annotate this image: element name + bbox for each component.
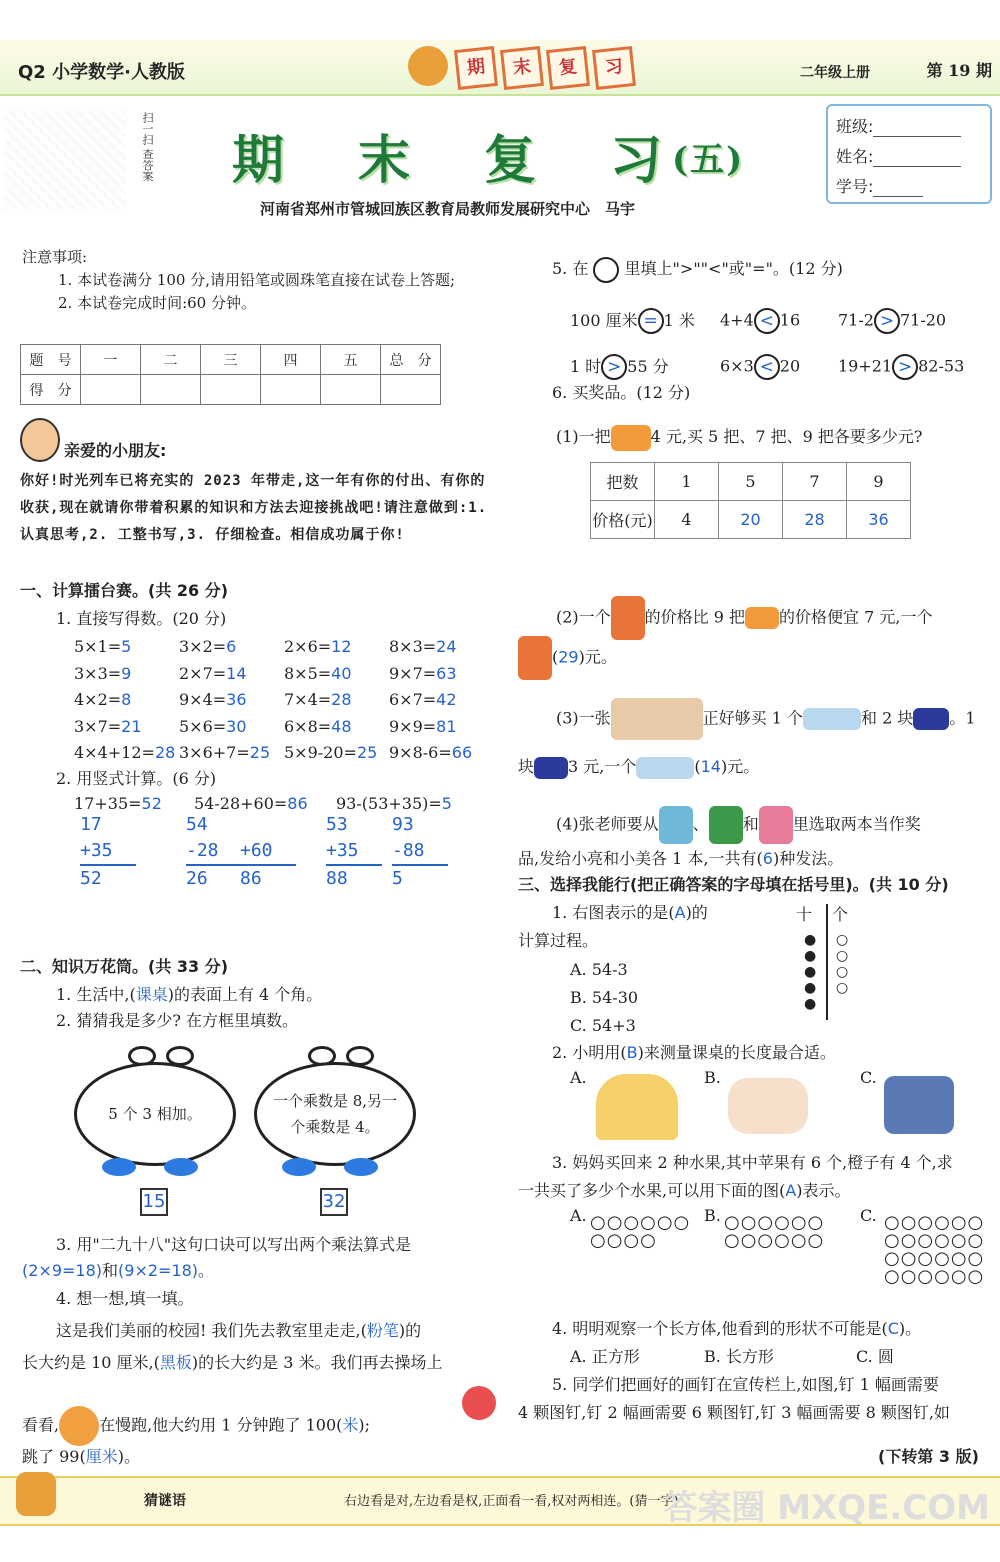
compare-answer[interactable]: = [638,308,664,334]
score-label: 得 分 [21,375,81,405]
vcalc-expr-2: 54-28+60=86 [194,794,308,813]
header-tile: 期 [454,46,498,90]
calc-item: 3×6+7=25 [179,743,271,762]
answer: 25 [356,743,378,762]
r6-q3: (3)一张 正好够买 1 个 和 2 块 。1 [556,698,996,740]
watermark: 答案圈 MXQE.COM [663,1488,990,1528]
s2-q4: 4. 想一想,填一填。 [56,1289,194,1308]
circles-option-c-icon: ○○○○○○ ○○○○○○ ○○○○○○ ○○○○○○ [884,1212,985,1287]
name-label: 姓名: [836,147,874,166]
calc-item: 9×7=63 [389,663,457,683]
riddle-label: 猜谜语 [144,1493,186,1509]
r5-title: 5. 在 里填上">""<"或"="。(12 分) [552,256,843,283]
scissors-icon [745,607,779,629]
calc-item: 6×7=42 [389,690,457,709]
option-label: B. [704,1206,721,1225]
compare-answer[interactable]: > [892,354,918,380]
compare-item: 100 厘米 = 1 米 [570,308,720,335]
answer: 24 [436,637,457,656]
option-label: C. [860,1206,877,1225]
score-cell[interactable] [261,375,321,405]
score-header: 三 [201,345,261,375]
eraser-icon [913,708,949,730]
pencil-case-icon [803,708,861,730]
compare-circle-icon [593,257,619,283]
title-char: 复 [484,130,539,191]
answer: 40 [331,663,352,683]
r6-q2-answer: (29)元。 [518,636,617,680]
answer: 66 [451,743,473,762]
eraser-icon [534,757,568,779]
answer: C [887,1319,899,1338]
calc-item: 9×9=81 [389,716,457,736]
calc-item: 3×3=9 [74,663,132,683]
section-3-title: 三、选择我能行(把正确答案的字母填在括号里)。(共 10 分) [518,875,949,894]
answer-box[interactable]: 32 [320,1188,348,1216]
calc-item: 8×3=24 [389,637,457,656]
answer: 黑板 [159,1353,192,1372]
answer: 28 [154,743,176,762]
pencil-case-icon [636,757,694,779]
calc-item: 9×8-6=66 [389,743,473,762]
score-header: 题 号 [21,345,81,375]
qr-code[interactable] [4,110,126,210]
continue-note: (下转第 3 版) [878,1447,979,1466]
calc-item: 4×4+12=28 [74,743,176,762]
s3-q3-cont: 一共买了多少个水果,可以用下面的图(A)表示。 [518,1181,851,1200]
title-char: 末 [358,130,413,191]
s3-q5-cont: 4 颗图钉,钉 2 幅画需要 6 颗图钉,钉 3 幅画需要 8 颗图钉,如 [518,1403,950,1422]
vertical-calc: +60 86 [240,838,296,892]
price-header: 把数 [591,463,655,501]
foot-step-icon [884,1076,954,1134]
score-cell[interactable] [81,375,141,405]
answer: 米 [342,1415,359,1435]
calc-item: 9×4=36 [179,690,247,709]
calc-item: 7×4=28 [284,690,352,709]
answer: 36 [226,690,247,709]
book-icon [659,806,693,844]
option-label: A. 正方形 [570,1347,640,1366]
scissors-icon [611,425,651,451]
header-tile: 复 [546,46,590,90]
answer: 48 [331,716,352,736]
s2-p3: 看看, 在慢跑,他大约用 1 分钟跑了 100(米); [22,1406,370,1446]
calc-item: 5×6=30 [179,716,247,736]
class-label: 班级: [836,117,874,136]
r6-q3-answer: 块 3 元,一个 (14)元。 [518,754,759,779]
backpack-icon [611,596,645,640]
price-header: 7 [783,463,847,501]
answer: B [626,1043,638,1062]
greeting-title: 亲爱的小朋友: [64,441,167,460]
s1-q2: 2. 用竖式计算。(6 分) [56,769,217,788]
calc-item: 6×8=48 [284,716,352,736]
compare-answer[interactable]: > [874,308,900,334]
compare-item: 19+21 > 82-53 [838,354,988,380]
vertical-calc: 53 +35 88 [326,812,382,892]
calc-row [74,634,494,661]
answer: 厘米 [85,1447,118,1466]
score-header: 一 [81,345,141,375]
compare-answer[interactable]: < [754,354,780,380]
frog-bubble-1: 5 个 3 相加。 [74,1062,236,1166]
notes-heading: 注意事项: [22,248,88,266]
answer: 6 [762,849,773,868]
calc-row [74,687,494,714]
score-header: 总 分 [381,345,441,375]
brand-title: Q2 小学数学·人教版 [18,62,185,83]
frog-foot-icon [102,1158,136,1176]
backpack-icon [518,636,552,680]
vertical-calc: 17 +35 52 [80,812,136,892]
tens-beads-icon: ● ● ● ● ● [804,932,817,1012]
option-label: C. 圆 [856,1347,894,1366]
frog-foot-icon [164,1158,198,1176]
r6-title: 6. 买奖品。(12 分) [552,383,691,402]
r6-q4-answer: 品,发给小亮和小美各 1 本,一共有(6)种发法。 [518,849,844,868]
s3-q1-options: A. 54-3 B. 54-30 C. 54+3 [570,960,639,1035]
answer: A [674,903,686,922]
s2-p1: 这是我们美丽的校园! 我们先去教室里走走,(粉笔)的 [56,1321,422,1340]
score-table [20,344,441,405]
score-header: 二 [141,345,201,375]
option-label: B. [704,1068,721,1087]
book-icon [759,806,793,844]
vertical-calc: 93 -88 5 [392,812,448,892]
notes [22,246,500,315]
price-header: 5 [719,463,783,501]
answer: 29 [558,647,579,667]
price-header: 1 [655,463,719,501]
grade-label: 二年级上册 [800,65,870,81]
header-tile: 习 [592,46,636,90]
s3-q1-cont: 计算过程。 [518,931,599,950]
circles-option-a-icon: ○○○○○○ ○○○○ [590,1212,691,1251]
title-suffix: (五) [672,140,745,180]
option-label: B. 长方形 [704,1347,774,1366]
section-2-title: 二、知识万花筒。(共 33 分) [20,957,229,976]
s2-q3: 3. 用"二九十八"这句口诀可以写出两个乘法算式是 [56,1235,412,1254]
abacus-diagram: 十 个 ● ● ● ● ● ○ ○ ○ ○ [796,902,860,1020]
s3-q1: 1. 右图表示的是(A)的 [552,903,708,922]
answer: 8 [121,690,132,709]
calc-grid [74,634,494,767]
answer: 课桌 [135,985,168,1004]
book-icon [709,806,743,844]
score-header: 四 [261,345,321,375]
lion-mascot-icon [408,46,448,86]
circles-option-b-icon: ○○○○○○ ○○○○○○ [724,1212,825,1251]
s2-p4: 跳了 99(厘米)。 [22,1447,140,1466]
child-arms-icon [596,1074,678,1140]
note-2: 2. 本试卷完成时间:60 分钟。 [58,294,256,312]
answer: 21 [121,716,142,736]
banknote-20-icon [611,698,703,740]
answer: 42 [436,690,457,709]
frog-foot-icon [344,1158,378,1176]
calc-item: 4×2=8 [74,690,132,709]
calc-row [74,661,494,688]
s3-q5: 5. 同学们把画好的画钉在宣传栏上,如图,钉 1 幅画需要 [552,1375,939,1394]
hand-span-icon [728,1078,808,1134]
calc-item: 2×7=14 [179,663,247,683]
s1-q1: 1. 直接写得数。(20 分) [56,609,227,628]
score-cell[interactable] [201,375,261,405]
calc-item: 8×5=40 [284,663,352,683]
answer: 粉笔 [366,1321,399,1340]
s2-q2: 2. 猜猜我是多少? 在方框里填数。 [56,1011,299,1030]
answer: 52 [141,794,162,813]
r6-q4: (4)张老师要从 、 和 里选取两本当作奖 [556,806,996,844]
calc-item: 3×2=6 [179,637,237,656]
jump-rope-kid-icon [462,1386,496,1420]
answer: 81 [436,716,457,736]
option-label: A. [570,1206,587,1225]
s3-q4: 4. 明明观察一个长方体,他看到的形状不可能是(C)。 [552,1319,922,1338]
calc-item: 5×1=5 [74,637,132,656]
giraffe-icon [16,1472,56,1516]
price-table [590,462,911,539]
ones-beads-icon: ○ ○ ○ ○ [836,932,849,996]
compare-answer[interactable]: < [754,308,780,334]
r6-q2: (2)一个 的价格比 9 把 的价格便宜 7 元,一个 [556,596,996,640]
price-cell: 4 [655,501,719,539]
s3-q3: 3. 妈妈买回来 2 种水果,其中苹果有 6 个,橙子有 4 个,求 [552,1153,953,1172]
price-answer[interactable]: 36 [847,501,911,539]
riddle-text: 右边看是对,左边看是权,正面看一看,权对两相连。(猜一字) [344,1494,679,1509]
score-header: 五 [321,345,381,375]
s2-p2: 长大约是 10 厘米,(黑板)的长大约是 3 米。我们再去操场上 [22,1353,443,1372]
compare-answer[interactable]: > [601,354,627,380]
frog-foot-icon [282,1158,316,1176]
calc-item: 5×9-20=25 [284,743,378,762]
name-field[interactable] [873,149,961,167]
vertical-calc: 54 -28 26 [186,812,242,892]
note-1: 1. 本试卷满分 100 分,请用铅笔或圆珠笔直接在试卷上答题; [58,271,456,289]
id-label: 学号: [836,177,874,196]
calc-row [74,740,494,767]
compare-item: 1 时 > 55 分 [570,354,720,381]
vcalc-expr-1: 17+35=52 [74,794,162,813]
calc-item: 2×6=12 [284,637,352,656]
running-boy-icon [59,1406,99,1446]
s2-q1: 1. 生活中,(课桌)的表面上有 4 个角。 [56,985,323,1004]
price-header: 9 [847,463,911,501]
answer: 9 [121,663,132,683]
option-label: C. [860,1068,877,1087]
compare-row [570,298,990,344]
answer: 14 [226,663,247,683]
title-char: 习 [610,130,665,191]
score-cell[interactable] [321,375,381,405]
price-label: 价格(元) [591,501,655,539]
answer: 14 [700,757,721,776]
price-answer[interactable]: 20 [719,501,783,539]
compare-item: 4+4 < 16 [720,308,838,334]
scan-hint: 扫一扫 查答案 [141,112,154,182]
calc-item: 3×7=21 [74,716,142,736]
author-line: 河南省郑州市管城回族区教育局教师发展研究中心 马宇 [260,200,636,218]
vcalc-expr-3: 93-(53+35)=5 [336,794,452,813]
class-field[interactable] [873,119,961,137]
s2-q3-answer: (2×9=18)和(9×2=18)。 [22,1261,215,1280]
answer: 25 [249,743,271,762]
price-answer[interactable]: 28 [783,501,847,539]
answer: 5 [441,794,452,813]
answer: 12 [331,637,352,656]
title-char: 期 [232,130,287,191]
calc-row [74,714,494,741]
boy-avatar-icon [20,418,60,462]
section-1-title: 一、计算擂台赛。(共 26 分) [20,581,229,600]
answer: 86 [287,794,308,813]
student-info-box [826,104,992,204]
header-tile: 末 [500,46,544,90]
answer: A [785,1181,797,1200]
issue-number: 第 19 期 [926,61,992,80]
score-cell[interactable] [381,375,441,405]
greeting-body: 你好!时光列车已将充实的 2023 年带走,这一年有你的付出、有你的收获,现在就请你带着积累的知识和方法去迎接挑战吧!请注意做到:1. 认真思考,2. 工整书写,3. 仔细检查。相信成功属于你! [20,473,488,543]
r6-q1: (1)一把 4 元,买 5 把、7 把、9 把各要多少元? [556,424,923,451]
compare-grid [570,298,990,390]
compare-item: 6×3 < 20 [720,354,838,380]
answer: 28 [331,690,352,709]
frog-bubble-2: 一个乘数是 8,另一个乘数是 4。 [254,1062,416,1166]
score-cell[interactable] [141,375,201,405]
s3-q2: 2. 小明用(B)来测量课桌的长度最合适。 [552,1043,836,1062]
answer: 63 [436,663,457,683]
id-field[interactable] [873,179,923,197]
answer-box[interactable]: 15 [140,1188,168,1216]
answer: 30 [226,716,247,736]
compare-item: 71-2 > 71-20 [838,308,988,334]
answer: 6 [226,637,237,656]
option-label: A. [570,1068,587,1087]
answer: 5 [121,637,132,656]
